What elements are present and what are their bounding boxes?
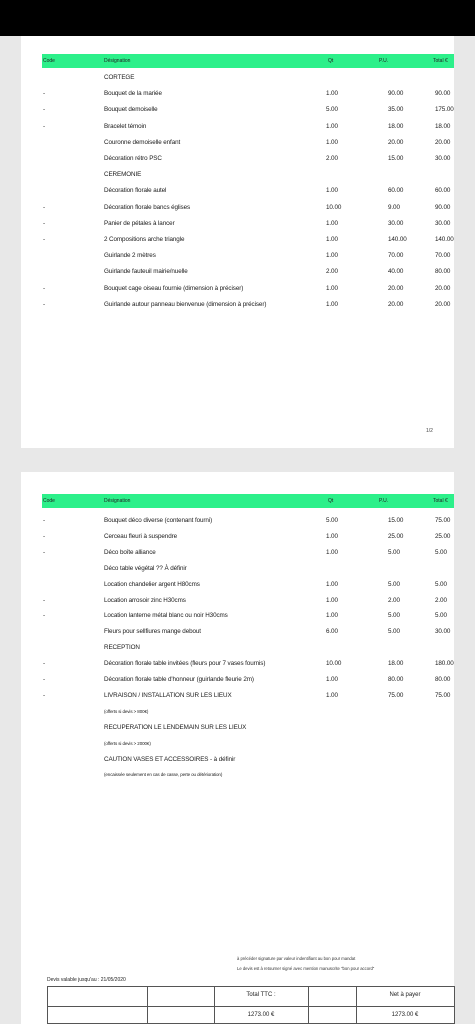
row-qty: 10.00 [326, 203, 342, 211]
grid-line [48, 1006, 454, 1007]
row-code: - [43, 532, 45, 540]
row-pu: 5.00 [388, 580, 400, 588]
row-total: 175.00 [435, 106, 454, 114]
row-qty: 1.00 [326, 90, 338, 98]
row-qty: 1.00 [326, 122, 338, 130]
row-code: - [43, 596, 45, 604]
header-qty: Qt [328, 498, 334, 504]
row-qty: 1.00 [326, 532, 338, 540]
row-qty: 6.00 [326, 628, 338, 636]
table-row [42, 706, 454, 720]
table-row [42, 531, 454, 545]
row-designation: Guirlande 2 mètres [104, 252, 156, 260]
row-qty: 1.00 [326, 612, 338, 620]
row-pu: 35.00 [388, 106, 404, 114]
grid-line [308, 987, 309, 1023]
table-row [42, 72, 454, 86]
row-designation: Décoration florale autel [104, 187, 167, 195]
table-row [42, 137, 454, 151]
row-designation: Cerceau fleuri à suspendre [104, 532, 178, 540]
row-code: - [43, 284, 45, 292]
total-ttc-label: Total TTC : [246, 992, 276, 998]
row-pu: 20.00 [388, 300, 404, 308]
row-qty: 1.00 [326, 300, 338, 308]
row-qty: 5.00 [326, 106, 338, 114]
row-qty: 1.00 [326, 138, 338, 146]
table-row [42, 563, 454, 577]
row-designation: Guirlande autour panneau bienvenue (dimension à préciser) [104, 300, 267, 308]
row-code: - [43, 236, 45, 243]
row-designation: Déco table végétal ?? À définir [104, 564, 187, 572]
table-row [42, 185, 454, 199]
row-total: 20.00 [435, 300, 451, 308]
row-total: 5.00 [435, 580, 447, 588]
row-qty: 1.00 [326, 676, 338, 683]
row-pu: 5.00 [388, 628, 400, 636]
table-row [42, 738, 454, 752]
signature-note-2: Le devis est à retourner signé avec mention manuscrite "bon pour accord" [237, 966, 375, 971]
row-qty: 10.00 [326, 660, 342, 668]
header-designation: Désignation [104, 498, 131, 504]
row-total: 180.00 [435, 660, 454, 668]
table-row [42, 674, 454, 688]
row-qty: 1.00 [326, 252, 338, 260]
table-header [42, 54, 454, 68]
row-designation: 2 Compositions arche triangle [104, 236, 185, 243]
row-pu: 15.00 [388, 155, 404, 162]
table-header [42, 494, 454, 508]
top-bar [0, 0, 475, 36]
row-code: - [43, 676, 45, 683]
table-row [42, 610, 454, 624]
table-row [42, 266, 454, 280]
table-row [42, 722, 454, 736]
page-number: 1/2 [426, 428, 433, 434]
row-code: - [43, 219, 45, 227]
row-total: 140.00 [435, 236, 454, 243]
row-pu: 25.00 [388, 532, 404, 540]
row-pu: 20.00 [388, 138, 404, 146]
row-total: 30.00 [435, 219, 451, 227]
total-ttc-value: 1273.00 € [247, 1012, 275, 1018]
row-total: 30.00 [435, 155, 451, 162]
table-row [42, 218, 454, 232]
row-designation: Location chandelier argent H80cms [104, 580, 200, 588]
row-qty: 1.00 [326, 236, 338, 243]
row-pu: 5.00 [388, 548, 400, 556]
row-designation: (offerts si devis > 2000€) [104, 740, 151, 746]
table-row [42, 283, 454, 297]
row-total: 75.00 [435, 691, 451, 699]
row-designation: Bouquet cage oiseau fournie (dimension à préciser) [104, 284, 244, 292]
row-code: - [43, 517, 45, 524]
row-pu: 90.00 [388, 90, 404, 98]
row-qty: 2.00 [326, 268, 338, 276]
row-total: 75.00 [435, 517, 451, 524]
row-total: 70.00 [435, 252, 451, 260]
table-row [42, 121, 454, 135]
row-pu: 140.00 [388, 236, 407, 243]
totals-grid [47, 986, 455, 1024]
row-designation: Bouquet de la mariée [104, 90, 162, 98]
row-designation: Location lanterne métal blanc ou noir H30cms [104, 612, 228, 620]
table-row [42, 299, 454, 313]
row-total: 30.00 [435, 628, 451, 636]
header-total: Total € [433, 498, 448, 504]
grid-line [147, 987, 148, 1023]
row-qty: 1.00 [326, 596, 338, 604]
row-pu: 30.00 [388, 219, 404, 227]
row-code: - [43, 300, 45, 308]
row-code: - [43, 612, 45, 620]
row-qty: 5.00 [326, 517, 338, 524]
row-total: 5.00 [435, 612, 447, 620]
row-qty: 1.00 [326, 691, 338, 699]
header-code: Code [43, 58, 55, 64]
header-qty: Qt [328, 58, 334, 64]
row-designation: CAUTION VASES ET ACCESSOIRES - à définir [104, 755, 236, 763]
row-pu: 80.00 [388, 676, 404, 683]
row-code: - [43, 203, 45, 211]
row-total: 90.00 [435, 203, 451, 211]
row-designation: Décoration rétro PSC [104, 155, 162, 162]
net-to-pay-label: Net à payer [389, 992, 421, 998]
row-qty: 1.00 [326, 187, 338, 195]
row-total: 90.00 [435, 90, 451, 98]
row-designation: Bracelet témoin [104, 122, 147, 130]
table-row [42, 88, 454, 102]
row-code: - [43, 548, 45, 556]
header-pu: P.U. [379, 58, 389, 64]
row-code: - [43, 90, 45, 98]
row-designation: LIVRAISON / INSTALLATION SUR LES LIEUX [104, 691, 232, 699]
row-qty: 1.00 [326, 219, 338, 227]
table-row [42, 169, 454, 183]
row-qty: 1.00 [326, 284, 338, 292]
row-total: 25.00 [435, 532, 451, 540]
table-row [42, 250, 454, 264]
row-designation: Décoration florale bancs églises [104, 203, 191, 211]
net-to-pay-value: 1273.00 € [391, 1012, 419, 1018]
table-row [42, 104, 454, 118]
row-total: 60.00 [435, 187, 451, 195]
table-row [42, 579, 454, 593]
table-row [42, 515, 454, 529]
row-designation: (encaissée seulement en cas de casse, perte ou détérioration) [104, 772, 223, 778]
row-total: 20.00 [435, 138, 451, 146]
table-row [42, 202, 454, 216]
row-pu: 20.00 [388, 284, 404, 292]
table-row [42, 153, 454, 167]
row-pu: 9.00 [388, 203, 400, 211]
quote-page-2 [21, 472, 454, 1024]
row-total: 80.00 [435, 268, 451, 276]
row-total: 20.00 [435, 284, 451, 292]
row-pu: 18.00 [388, 660, 404, 668]
table-row [42, 658, 454, 672]
row-total: 18.00 [435, 122, 451, 130]
row-total: 80.00 [435, 676, 451, 683]
header-pu: P.U. [379, 498, 389, 504]
row-designation: RECEPTION [104, 644, 140, 652]
table-row [42, 769, 454, 783]
row-total: 5.00 [435, 548, 447, 556]
row-designation: CORTEGE [104, 74, 135, 81]
row-code: - [43, 691, 45, 699]
row-code: - [43, 106, 45, 114]
row-designation: CEREMONIE [104, 171, 142, 179]
table-row [42, 547, 454, 561]
signature-note: à précéder signature par valeur indentifiant au bon pour mandat [237, 956, 356, 961]
row-designation: Bouquet déco diverse (contenant fourni) [104, 517, 213, 524]
quote-page-1 [21, 36, 454, 448]
row-qty: 1.00 [326, 548, 338, 556]
row-designation: Location arrosoir zinc H30cms [104, 596, 186, 604]
row-pu: 75.00 [388, 691, 404, 699]
row-designation: Déco boîte alliance [104, 548, 156, 556]
row-designation: Guirlande fauteuil mairie/nuelle [104, 268, 188, 276]
row-designation: Panier de pétales à lancer [104, 219, 175, 227]
table-row [42, 754, 454, 768]
row-pu: 18.00 [388, 122, 404, 130]
row-pu: 15.00 [388, 517, 404, 524]
row-designation: Couronne demoiselle enfant [104, 138, 181, 146]
row-pu: 2.00 [388, 596, 400, 604]
row-pu: 70.00 [388, 252, 404, 260]
table-row [42, 626, 454, 640]
table-row [42, 642, 454, 656]
row-designation: Fleurs pour sellfiures mange debout [104, 628, 201, 636]
row-pu: 5.00 [388, 612, 400, 620]
header-total: Total € [433, 58, 448, 64]
row-designation: RECUPERATION LE LENDEMAIN SUR LES LIEUX [104, 723, 247, 731]
table-row [42, 595, 454, 609]
row-designation: Décoration florale table invitées (fleurs pour 7 vases fournis) [104, 660, 266, 668]
valid-until: Devis valable jusqu'au : 21/05/2020 [47, 977, 126, 983]
row-qty: 2.00 [326, 155, 338, 162]
row-pu: 60.00 [388, 187, 404, 195]
header-code: Code [43, 498, 55, 504]
row-designation: Décoration florale table d'honneur (guirlande fleurie 2m) [104, 676, 254, 683]
table-row [42, 234, 454, 248]
row-code: - [43, 660, 45, 668]
row-pu: 40.00 [388, 268, 404, 276]
header-designation: Désignation [104, 58, 131, 64]
row-designation: Bouquet demoiselle [104, 106, 158, 114]
row-code: - [43, 122, 45, 130]
row-qty: 1.00 [326, 580, 338, 588]
row-designation: (offerts si devis > 800€) [104, 708, 149, 714]
row-total: 2.00 [435, 596, 447, 604]
table-row [42, 690, 454, 704]
